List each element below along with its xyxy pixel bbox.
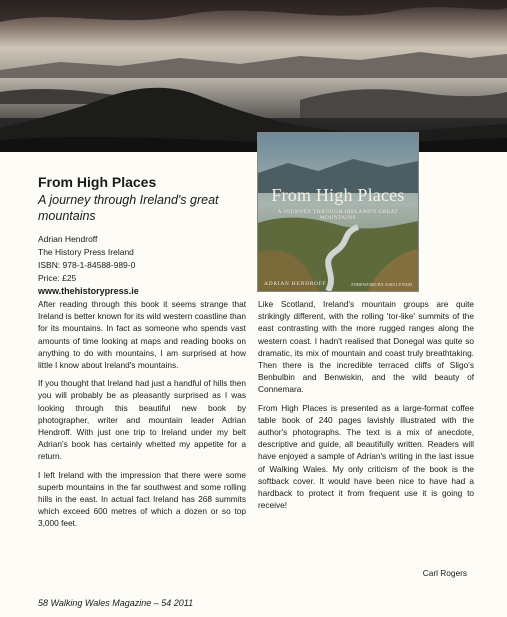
- paragraph: From High Places is presented as a large-format coffee table book of 240 pages lavishly illustrated with the author's photographs. The text is a mix of anecdote, descriptive and guide, all beautifully written. Readers will have enjoyed a sample of Adrian's writing in the last issue of Walking Wales. My only criticism of the book is the softback cover. It would have been nice to have had a hardback to protect it from frequent use it is going to receive!: [258, 402, 474, 511]
- cover-author: ADRIAN HENDROFF: [264, 281, 327, 287]
- paragraph: I left Ireland with the impression that there were some superb mountains in the far southwest and some rolling hills in the east. In actual fact Ireland has 268 summits which exceed 600 metres of which a dozen or so top 3,000 feet.: [38, 469, 246, 529]
- cover-foreword: FOREWORD BY JOSS LYNAM: [351, 282, 412, 287]
- paragraph: After reading through this book it seems strange that Ireland is better known for its wild western coastline than for its mountains. In fact as someone who spends vast amounts of time looking at maps and reading books on anything to do with mountains, I am surprised at how little I know about Ireland's mountains.: [38, 299, 246, 371]
- book-isbn: ISBN: 978-1-84588-989-0: [38, 260, 136, 270]
- book-author: Adrian Hendroff: [38, 234, 98, 244]
- article-subtitle: A journey through Ireland's great mountains: [38, 193, 219, 223]
- paragraph: If you thought that Ireland had just a handful of hills then you will probably be as pleasantly surprised as I was looking through this beautiful new book by photographer, writer and mountain leader Adrian Hendroff. With just one trip to Ireland under my belt Adrian's book has certainly whetted my appetite for a return.: [38, 378, 246, 462]
- article-title: From High Places: [38, 174, 157, 190]
- paragraph: Like Scotland, Ireland's mountain groups are quite strikingly different, with the rolling 'tor-like' summits of the east contrasting with the more rugged ranges along the western coast. I hadn't realised that Donegal was quite so dramatic, its mix of mountain and coast truly breathtaking. Then there is the incredible terraced cliffs of Sligo's Benbulbin and Benwiskin, and the wild beauty of Connemara.: [258, 299, 474, 395]
- book-publisher: The History Press Ireland: [38, 247, 134, 257]
- landscape-illustration: [0, 0, 507, 152]
- book-details: [38, 233, 139, 298]
- cover-subtitle: A JOURNEY THROUGH IRELAND'S GREAT MOUNTAINS: [277, 209, 399, 221]
- page-footer: 58 Walking Wales Magazine – 54 2011: [38, 598, 194, 608]
- book-cover-image: [258, 133, 418, 291]
- article-column-left: [38, 298, 246, 536]
- review-byline: Carl Rogers: [422, 568, 467, 578]
- cover-title: From High Places: [271, 185, 405, 205]
- book-price: Price: £25: [38, 273, 77, 283]
- article-column-right: [258, 298, 474, 517]
- hero-photo: [0, 0, 507, 152]
- publisher-url: www.thehistorypress.ie: [38, 286, 139, 296]
